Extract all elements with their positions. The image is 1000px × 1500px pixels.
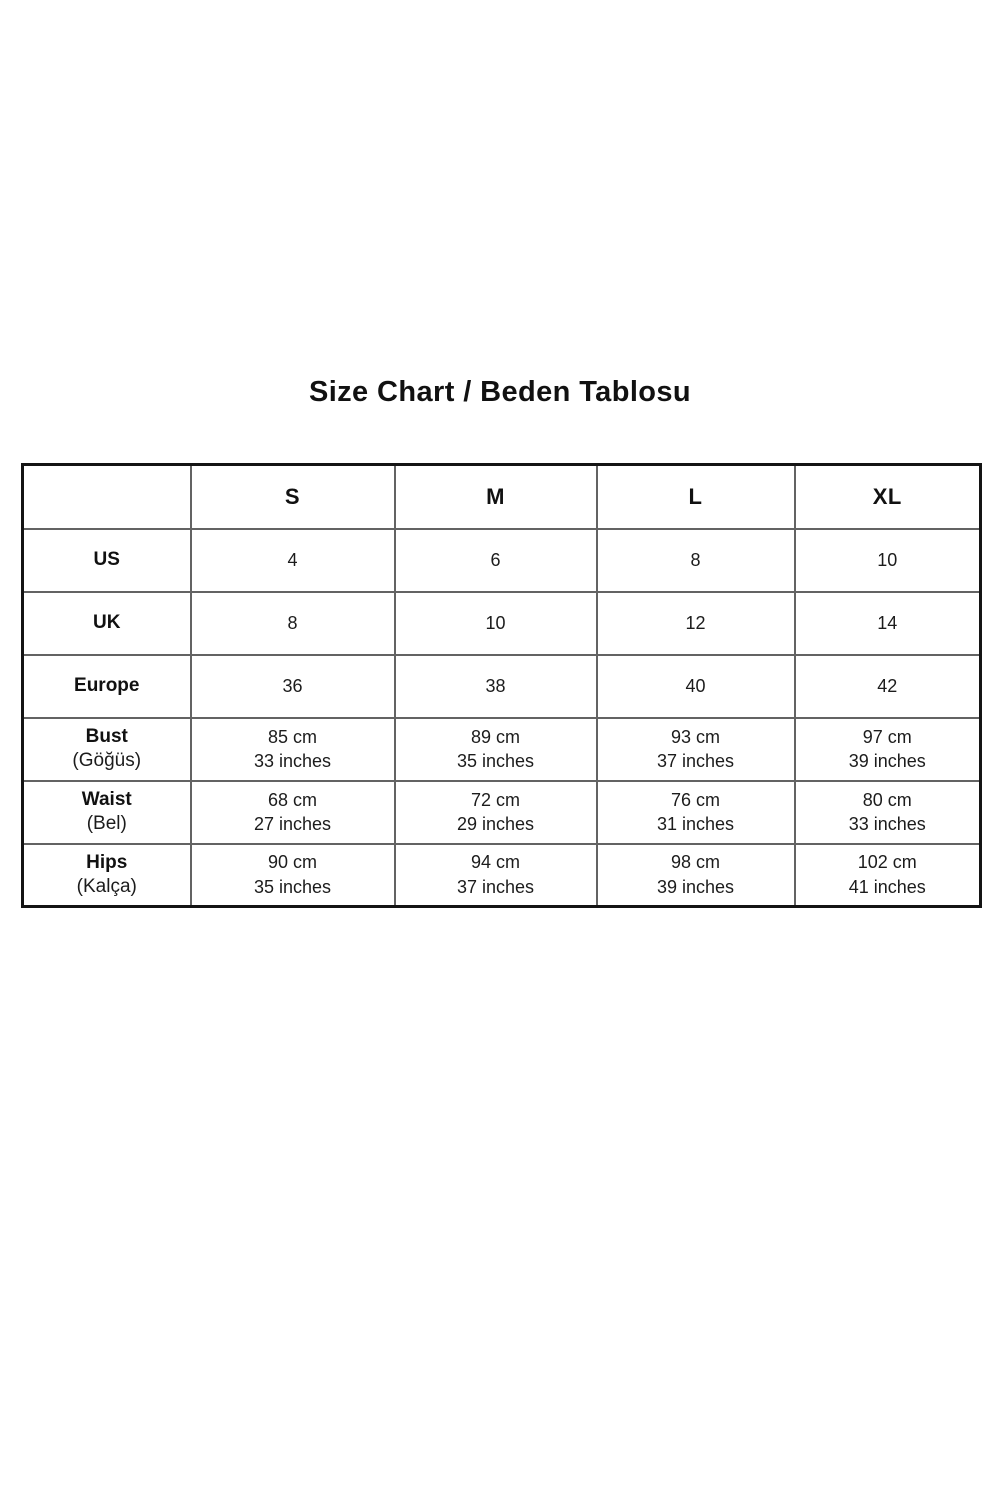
cell-line1: 90 cm [267, 852, 318, 873]
col-header-m: M [395, 465, 597, 529]
row-label-text: Bust [85, 725, 128, 747]
row-label-text: US [93, 548, 120, 570]
cell-line1: 12 [685, 612, 706, 633]
col-header-l: L [597, 465, 795, 529]
cell-line1: 8 [287, 612, 298, 633]
cell-line1: 36 [282, 675, 303, 696]
cell-europe-s [191, 655, 395, 718]
cell-bust-l [597, 718, 795, 781]
row-label-text: Waist [81, 788, 132, 810]
row-label-europe [23, 655, 191, 718]
cell-us-m [395, 529, 597, 592]
cell-line2: 31 inches [656, 814, 735, 834]
row-sublabel-text: (Göğüs) [72, 750, 142, 772]
cell-line1: 8 [690, 549, 701, 570]
table-row-bust [23, 718, 981, 781]
cell-line1: 10 [877, 549, 898, 570]
row-label-text: Hips [86, 851, 128, 873]
cell-hips-l [597, 844, 795, 907]
cell-us-xl [795, 529, 981, 592]
cell-line2: 37 inches [456, 876, 535, 897]
cell-hips-xl [795, 844, 981, 907]
cell-bust-xl [795, 718, 981, 781]
table-row-europe [23, 655, 981, 718]
cell-line1: 72 cm [470, 789, 521, 810]
page-title: Size Chart / Beden Tablosu [308, 376, 692, 408]
cell-waist-m [395, 781, 597, 844]
corner-cell [23, 465, 191, 529]
cell-line2: 35 inches [456, 751, 535, 771]
cell-us-l [597, 529, 795, 592]
cell-line1: 14 [877, 612, 898, 633]
cell-line1: 80 cm [862, 789, 912, 810]
cell-line2: 37 inches [656, 751, 735, 771]
cell-line1: 89 cm [470, 726, 521, 747]
row-sublabel-text: (Bel) [86, 813, 127, 835]
cell-line1: 4 [287, 549, 298, 570]
row-label-us [23, 529, 191, 592]
cell-waist-xl [795, 781, 981, 844]
cell-uk-s [191, 592, 395, 655]
row-label-text: Europe [74, 674, 140, 696]
cell-line2: 33 inches [253, 751, 332, 771]
cell-line1: 93 cm [670, 726, 721, 747]
cell-line1: 76 cm [670, 789, 721, 810]
cell-europe-l [597, 655, 795, 718]
cell-line1: 68 cm [267, 789, 318, 810]
cell-line2: 39 inches [656, 876, 735, 897]
cell-line1: 94 cm [470, 852, 521, 873]
row-label-text: UK [93, 611, 121, 633]
cell-line2: 29 inches [456, 814, 535, 834]
cell-line1: 85 cm [267, 726, 318, 747]
cell-line2: 35 inches [253, 876, 332, 897]
cell-line1: 98 cm [670, 852, 721, 873]
row-sublabel-text: (Kalça) [76, 876, 137, 898]
cell-uk-xl [795, 592, 981, 655]
table-row-hips [23, 844, 981, 907]
cell-line1: 97 cm [862, 726, 912, 747]
cell-europe-xl [795, 655, 981, 718]
cell-waist-l [597, 781, 795, 844]
row-label-hips [23, 844, 191, 907]
cell-line2: 41 inches [848, 876, 926, 897]
cell-line2: 39 inches [848, 751, 926, 771]
row-label-bust [23, 718, 191, 781]
cell-uk-m [395, 592, 597, 655]
table-row-waist [23, 781, 981, 844]
cell-line1: 10 [485, 612, 506, 633]
size-chart-table [21, 463, 982, 908]
cell-line1: 102 cm [857, 852, 917, 873]
table-header-row [23, 465, 981, 529]
cell-line1: 6 [490, 549, 501, 570]
cell-hips-m [395, 844, 597, 907]
cell-hips-s [191, 844, 395, 907]
cell-waist-s [191, 781, 395, 844]
table-row-us [23, 529, 981, 592]
row-label-waist [23, 781, 191, 844]
cell-line2: 27 inches [253, 814, 332, 834]
cell-line1: 40 [685, 675, 706, 696]
cell-bust-m [395, 718, 597, 781]
col-header-xl: XL [795, 465, 981, 529]
cell-line2: 33 inches [848, 814, 926, 834]
cell-europe-m [395, 655, 597, 718]
cell-bust-s [191, 718, 395, 781]
cell-line1: 38 [485, 675, 506, 696]
col-header-s: S [191, 465, 395, 529]
row-label-uk [23, 592, 191, 655]
cell-line1: 42 [877, 675, 898, 696]
cell-us-s [191, 529, 395, 592]
cell-uk-l [597, 592, 795, 655]
table-row-uk [23, 592, 981, 655]
